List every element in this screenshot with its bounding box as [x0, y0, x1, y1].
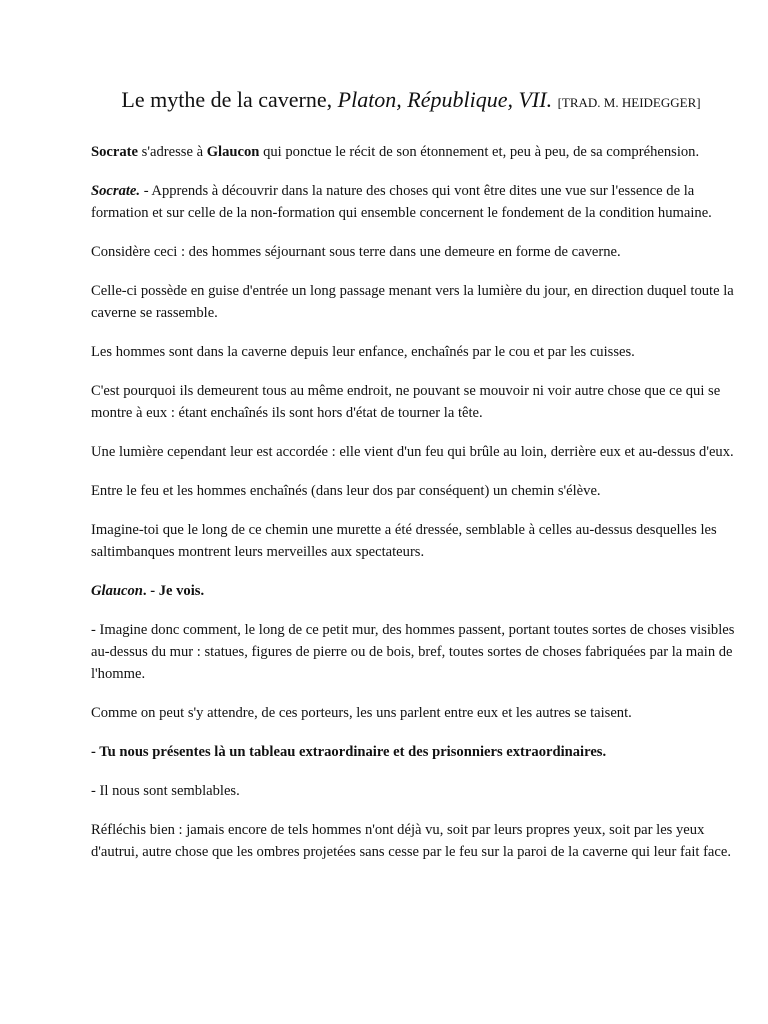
paragraph-11: Comme on peut s'y attendre, de ces porteurs, les uns parlent entre eux et les autres se taisent. [91, 705, 632, 721]
paragraph-4: Les hommes sont dans la caverne depuis leur enfance, enchaînés par le cou et par les cuisses. [91, 344, 635, 360]
paragraph-12: - Tu nous présentes là un tableau extraordinaire et des prisonniers extraordinaires. [91, 744, 607, 760]
paragraph-1-text: - Apprends à découvrir dans la nature des choses qui vont être dites une vue sur l'essence de la formation et sur celle de la non-formation qui ensemble concernent le fondement de la condition humaine. [91, 183, 712, 221]
paragraph-6: Une lumière cependant leur est accordée : elle vient d'un feu qui brûle au loin, derrière eux et au-dessus d'eux. [91, 444, 734, 460]
document-title [71, 86, 751, 117]
paragraph-9 [91, 580, 751, 602]
paragraph-14: Réfléchis bien : jamais encore de tels hommes n'ont déjà vu, soit par leurs propres yeux, soit par les yeux d'autrui, autre chose que les ombres projetées sans cesse par le feu sur la paroi de la caverne qui leur fait face. [91, 822, 732, 860]
intro-name-glaucon: Glaucon [206, 144, 260, 160]
paragraph-2: Considère ceci : des hommes séjournant sous terre dans une demeure en forme de caverne. [91, 244, 621, 260]
title-main: Le mythe de la caverne, [121, 87, 338, 112]
intro-text-1: s'adresse à [138, 144, 207, 160]
paragraph-13: - Il nous sont semblables. [91, 783, 240, 799]
intro-text-2: qui ponctue le récit de son étonnement et, peu à peu, de sa compréhension. [259, 144, 700, 160]
paragraph-10: - Imagine donc comment, le long de ce petit mur, des hommes passent, portant toutes sortes de choses visibles au-dessus du mur : statues, figures de pierre ou de bois, bref, toutes sortes de choses fabriquées par la main de l'homme. [91, 622, 735, 682]
paragraph-1 [91, 180, 751, 224]
paragraph-5: C'est pourquoi ils demeurent tous au même endroit, ne pouvant se mouvoir ni voir autre chose que ce qui se montre à eux : étant enchaînés ils sont hors d'état de tourner la tête. [91, 383, 721, 421]
paragraph-3: Celle-ci possède en guise d'entrée un long passage menant vers la lumière du jour, en direction duquel toute la caverne se rassemble. [91, 283, 734, 321]
speaker-glaucon: Glaucon [91, 583, 143, 599]
document-page [91, 86, 751, 880]
intro-name-socrate: Socrate [91, 144, 139, 160]
title-translator: [TRAD. M. HEIDEGGER] [557, 95, 701, 110]
paragraph-9-text: . - Je vois. [142, 583, 205, 599]
paragraph-7: Entre le feu et les hommes enchaînés (dans leur dos par conséquent) un chemin s'élève. [91, 483, 601, 499]
speaker-socrate: Socrate. [91, 183, 141, 199]
intro-paragraph [91, 141, 751, 163]
title-source: Platon, République, VII. [337, 87, 553, 112]
paragraph-8: Imagine-toi que le long de ce chemin une murette a été dressée, semblable à celles au-dessus desquelles les saltimbanques montrent leurs merveilles aux spectateurs. [91, 522, 717, 560]
